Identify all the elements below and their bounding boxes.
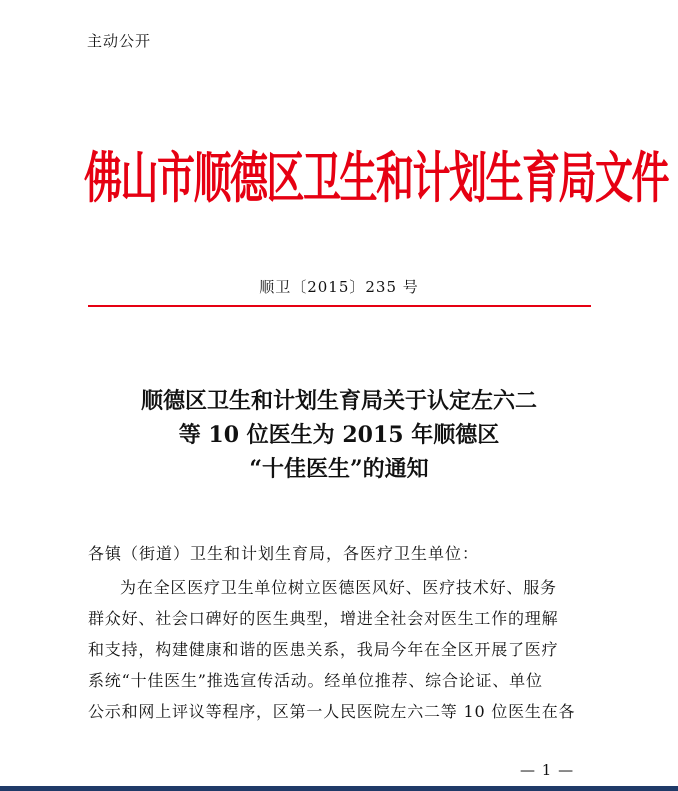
body-line: 系统“十佳医生”推选宣传活动。经单位推荐、综合论证、单位 <box>88 671 543 690</box>
masthead-title: 佛山市顺德区卫生和计划生育局文件 <box>84 146 669 210</box>
body-line: 为在全区医疗卫生单位树立医德医风好、医疗技术好、服务 <box>120 578 557 597</box>
body-line: 和支持，构建健康和谐的医患关系，我局今年在全区开展了医疗 <box>88 640 559 659</box>
addressee: 各镇（街道）卫生和计划生育局，各医疗卫生单位： <box>88 544 480 563</box>
document-number: 顺卫〔2015〕235 号 <box>259 278 419 296</box>
body-paragraph <box>88 572 598 727</box>
document-title-line: 等 10 位医生为 2015 年顺德区 <box>178 422 500 448</box>
red-divider-line <box>88 305 591 307</box>
body-line: 公示和网上评议等程序，区第一人民医院左六二等 10 位医生在各 <box>88 702 576 721</box>
document-title <box>0 384 678 486</box>
document-title-line: “十佳医生”的通知 <box>249 456 429 482</box>
bottom-edge-bar <box>0 786 678 791</box>
page-number: — 1 — <box>520 761 575 779</box>
disclosure-label: 主动公开 <box>87 32 152 50</box>
document-title-line: 顺德区卫生和计划生育局关于认定左六二 <box>140 388 537 414</box>
body-line: 群众好、社会口碑好的医生典型，增进全社会对医生工作的理解 <box>88 609 559 628</box>
